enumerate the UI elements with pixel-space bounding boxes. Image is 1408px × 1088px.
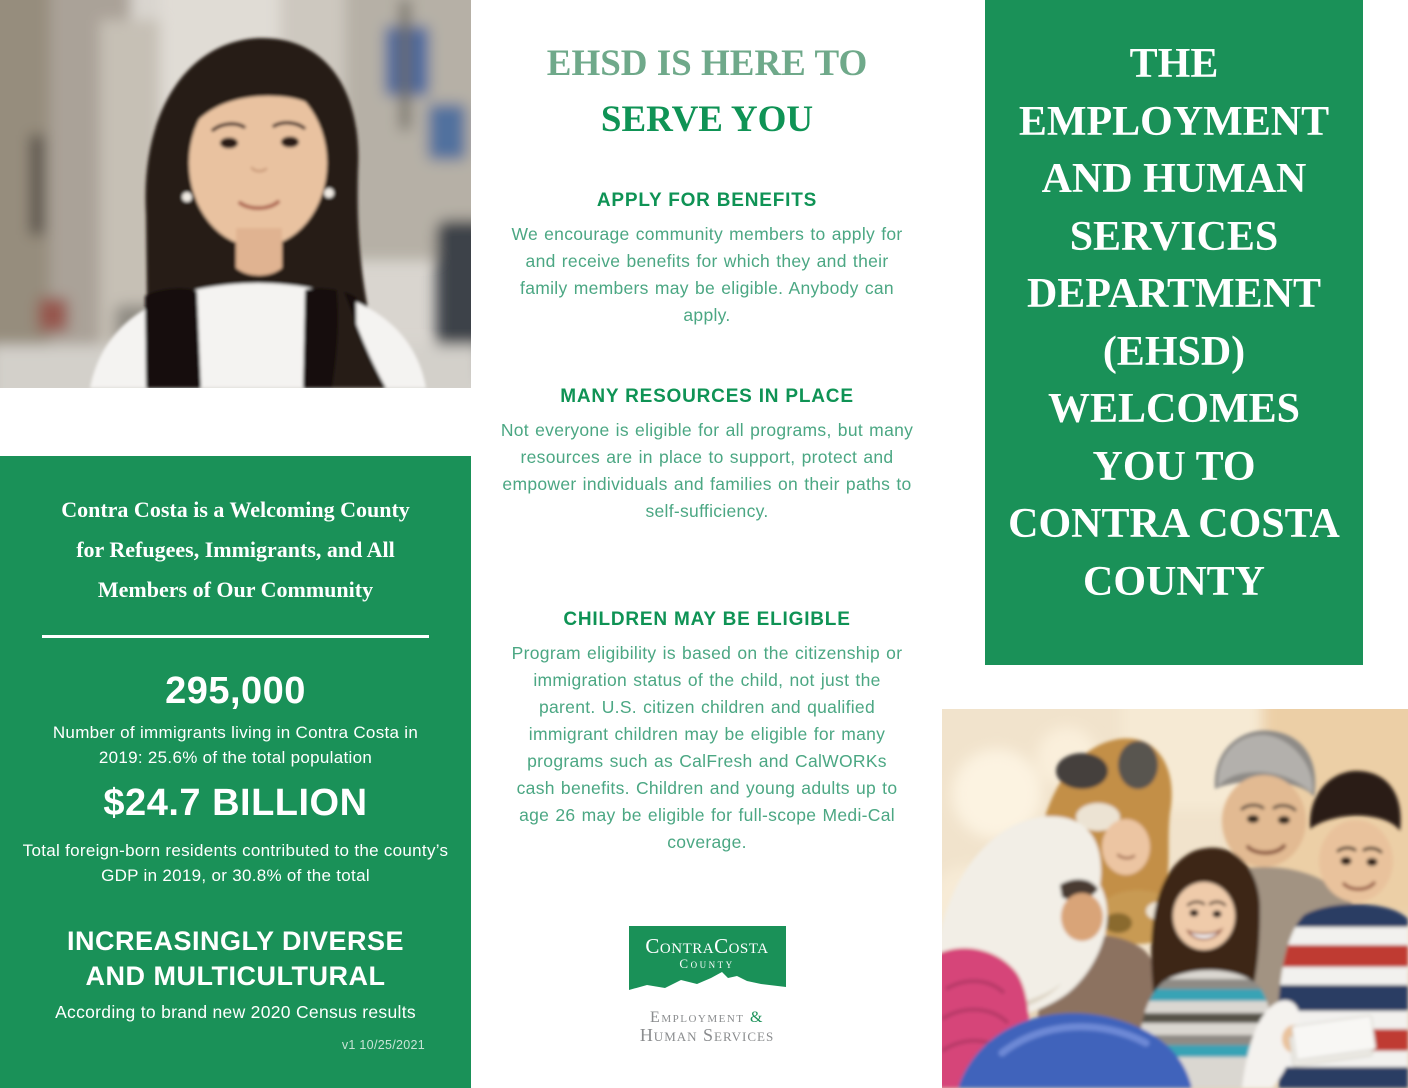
- welcome-line: (EHSD): [1102, 328, 1246, 375]
- stat-immigrants-caption: Number of immigrants living in Contra Costa in 2019: 25.6% of the total population: [52, 723, 419, 767]
- section-body: Not everyone is eligible for all programs, but many resources are in place to support, protect and empower individuals and families on their paths to self-sufficiency.: [500, 420, 914, 521]
- welcoming-headline: [0, 490, 471, 610]
- headline-line: Members of Our Community: [97, 577, 374, 602]
- stat-gdp-value: $24.7 BILLION: [103, 782, 368, 824]
- section-body: We encourage community members to apply for and receive benefits for which they and their family members may be eligible. Anybody can apply.: [511, 224, 903, 325]
- family-photo: [942, 709, 1408, 1088]
- stat-gdp-caption: Total foreign-born residents contributed to the county’s GDP in 2019, or 30.8% of the total: [22, 841, 449, 885]
- diversity-heading: INCREASINGLY DIVERSE AND MULTICULTURAL: [66, 926, 405, 991]
- welcome-line: SERVICES: [1069, 213, 1279, 260]
- welcome-line: CONTRA COSTA: [1008, 501, 1340, 547]
- welcome-panel: [985, 0, 1363, 665]
- version-label: v1 10/25/2021: [341, 1038, 425, 1052]
- welcome-line: DEPARTMENT: [1026, 271, 1322, 317]
- divider-rule: [42, 635, 429, 638]
- welcome-headline: [985, 36, 1363, 611]
- logo-department-name: Employment & Human Services: [639, 1009, 775, 1045]
- county-logo: [477, 926, 937, 1045]
- serve-you-panel: [477, 0, 937, 1088]
- welcome-line: YOU TO: [1092, 443, 1256, 490]
- headline-line: Contra Costa is a Welcoming County: [61, 497, 410, 522]
- section-body: Program eligibility is based on the citizenship or immigration status of the child, not just the parent. U.S. citizen children and qualified immigrant children may be eligible for many programs such as CalFresh and CalWORKs cash benefits. Children and young adults up to age 26 may be eligible for full-scope Medi-Cal coverage.: [511, 643, 903, 852]
- page-title: [477, 36, 937, 148]
- logo-county-word: County: [679, 956, 735, 971]
- section-heading: CHILDREN MAY BE ELIGIBLE: [563, 609, 851, 630]
- headline-line: for Refugees, Immigrants, and All: [76, 537, 395, 562]
- welcome-line: AND HUMAN: [1041, 156, 1307, 202]
- street-portrait-photo: [0, 0, 471, 388]
- stat-immigrants-value: 295,000: [165, 670, 306, 712]
- section-heading: MANY RESOURCES IN PLACE: [560, 386, 854, 407]
- section-children-eligible: [477, 609, 937, 856]
- section-apply-for-benefits: [477, 190, 937, 329]
- mountain-silhouette-icon: [629, 972, 786, 1002]
- logo-county-name: ContraCosta: [645, 934, 769, 958]
- county-logo-box: [629, 926, 786, 1002]
- welcome-line: EMPLOYMENT: [1018, 98, 1330, 145]
- title-line-1: EHSD IS HERE TO: [546, 43, 868, 84]
- section-many-resources: [477, 386, 937, 525]
- welcome-line: COUNTY: [1082, 558, 1265, 605]
- welcome-line: THE: [1129, 41, 1219, 87]
- logo-ampersand: &: [750, 1009, 764, 1026]
- welcoming-county-panel: [0, 456, 471, 1088]
- welcome-line: WELCOMES: [1047, 386, 1301, 432]
- title-line-2: SERVE YOU: [600, 99, 814, 140]
- section-heading: APPLY FOR BENEFITS: [596, 190, 818, 211]
- diversity-caption: According to brand new 2020 Census results: [55, 1002, 416, 1022]
